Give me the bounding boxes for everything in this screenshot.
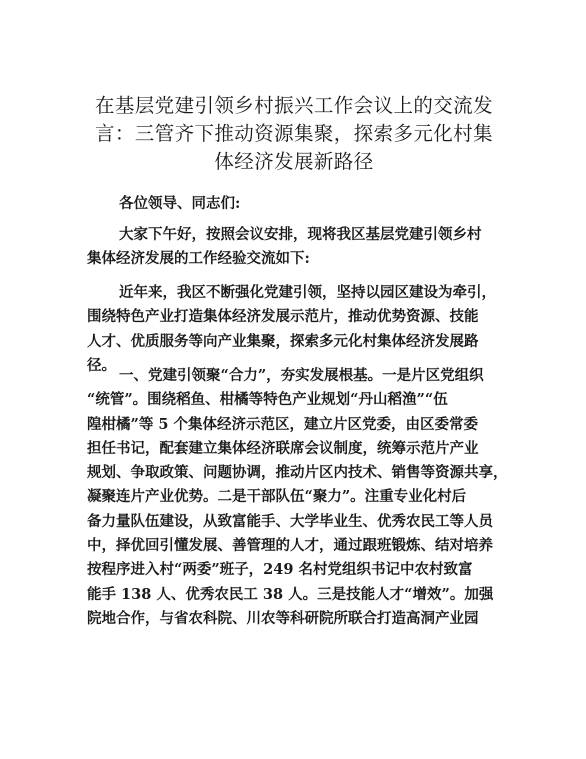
- paragraph-line: 能手 138 人、优秀农民工 38 人。三是技能人才“增效”。加强: [87, 585, 494, 603]
- title-line: 在基层党建引领乡村振兴工作会议上的交流发: [94, 94, 493, 117]
- paragraph-intro: [87, 223, 507, 272]
- paragraph-line: 近年来，我区不断强化党建引领，坚持以园区建设为牵引，: [119, 284, 496, 301]
- title-line: 体经济发展新路径: [214, 150, 374, 173]
- greeting: 各位领导、同志们:: [119, 195, 241, 212]
- paragraph-line: 中，择优回引懂发展、善管理的人才，通过跟班锻炼、结对培养: [87, 537, 493, 555]
- paragraph-line: “统管”。围绕稻鱼、柑橘等特色产业规划“丹山稻渔”“伍: [87, 391, 448, 409]
- paragraph-line: 院地合作，与省农科院、川农等科研院所联合打造高洞产业园: [87, 609, 479, 627]
- title-line: 言：三管齐下推动资源集聚，探索多元化村集: [94, 122, 493, 145]
- paragraph-line: 隍柑橘”等 5 个集体经济示范区，建立片区党委，由区委常委: [87, 415, 479, 433]
- paragraph-line: 凝聚连片产业优势。二是干部队伍“聚力”。注重专业化村后: [87, 488, 467, 506]
- paragraph-line: 集体经济发展的工作经验交流如下:: [87, 250, 310, 268]
- paragraph-line: 围绕特色产业打造集体经济发展示范片，推动优势资源、技能: [87, 308, 479, 326]
- paragraph-section-one: [87, 364, 507, 631]
- paragraph-line: 人才、优质服务等向产业集聚，探索多元化村集体经济发展路: [87, 332, 479, 350]
- paragraph-line: 一、党建引领聚“合力”，夯实发展根基。一是片区党组织: [119, 367, 484, 384]
- paragraph-line: 按程序进入村“两委”班子，249 名村党组织书记中农村致富: [87, 561, 473, 579]
- document-title: [84, 92, 504, 176]
- paragraph-line: 径。: [87, 356, 116, 374]
- paragraph-line: 规划、争取政策、问题协调，推动片区内技术、销售等资源共享，: [87, 464, 508, 482]
- paragraph-line: 备力量队伍建设，从致富能手、大学毕业生、优秀农民工等人员: [87, 512, 493, 530]
- paragraph-line: 大家下午好，按照会议安排，现将我区基层党建引领乡村: [119, 226, 482, 243]
- paragraph-line: 担任书记，配套建立集体经济联席会议制度，统筹示范片产业: [87, 439, 479, 457]
